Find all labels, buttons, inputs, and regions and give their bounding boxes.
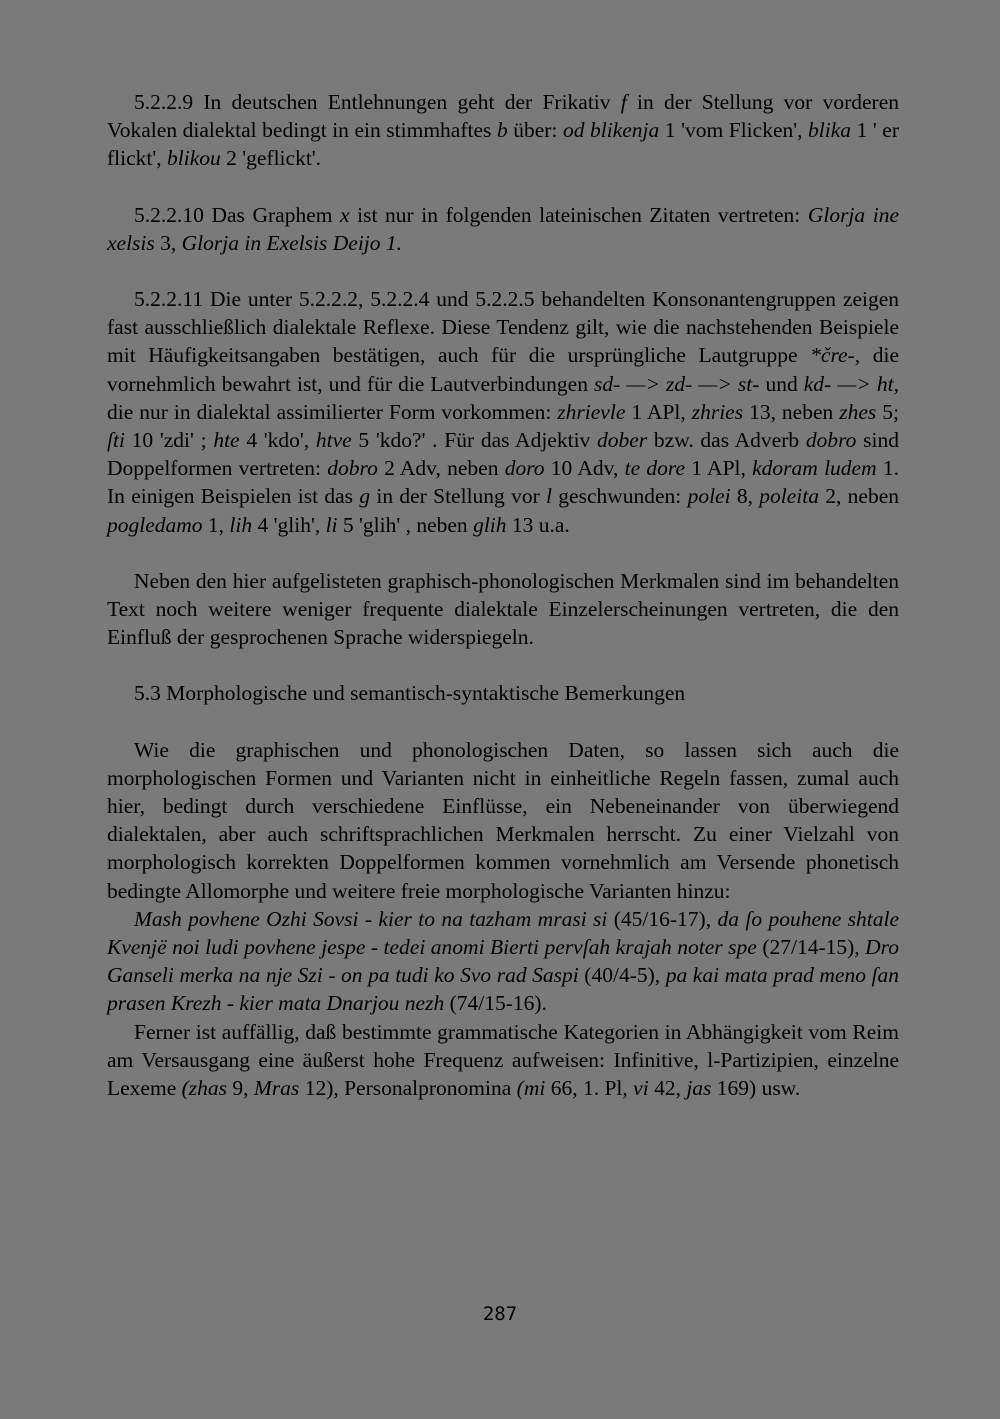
paragraph-gap	[107, 257, 899, 285]
italic-text: hte	[213, 428, 240, 453]
body-text	[107, 88, 899, 1102]
italic-text: Mras	[253, 1076, 300, 1101]
text-run: 4 'kdo',	[239, 428, 316, 453]
italic-text: poleita	[759, 484, 819, 509]
italic-text: g	[359, 484, 371, 509]
text-run: 9,	[227, 1076, 254, 1101]
text-run: 42,	[648, 1076, 687, 1101]
italic-text: ſti	[107, 428, 125, 453]
text-run: 1 ' er flickt',	[107, 118, 899, 171]
text-run: 5;	[876, 399, 900, 424]
paragraph	[107, 679, 899, 707]
paragraph-gap	[107, 708, 899, 736]
italic-text: lih	[229, 512, 253, 537]
paragraph-gap	[107, 651, 899, 679]
italic-text: pa kai mata prad meno ſan prasen Krezh - kier mata Dnarjou nezh	[107, 963, 900, 1016]
text-run: 1 APl,	[625, 399, 692, 424]
italic-text: li	[325, 512, 338, 537]
text-run: 5.2.2.11 Die unter 5.2.2.2, 5.2.2.4 und 5.2.2.5 behandelten Konsonantengruppen zeigen fast ausschließlich dialektale Reflexe. Diese Tendenz gilt, wie die nachstehenden Beispiele mit Häufigkeitsangaben bestätigen, auch für die ursprüngliche Lautgruppe	[107, 287, 899, 368]
paragraph-gap	[107, 173, 899, 201]
text-run: (74/15-16).	[444, 991, 547, 1016]
text-run: die vornehmlich bewahrt ist, und für die Lautverbindungen	[107, 343, 899, 396]
text-run: 5 'kdo?' . Für das Adjektiv	[351, 428, 598, 453]
italic-text: vi	[633, 1076, 649, 1101]
paragraph-gap	[107, 539, 899, 567]
text-run: über:	[507, 118, 563, 143]
text-run: und	[759, 371, 804, 396]
italic-text: zhries	[691, 399, 744, 424]
text-run: 1 APl,	[685, 456, 753, 481]
italic-text: l	[546, 484, 552, 509]
italic-text: dobro	[327, 456, 378, 481]
italic-text: kd- —> ht,	[803, 371, 899, 396]
italic-text: kdoram ludem	[752, 456, 877, 481]
text-run: 13 u.a.	[506, 512, 570, 537]
italic-text: Mash povhene Ozhi Sovsi - kier to na tazham mrasi si	[134, 906, 608, 931]
text-run: 2 'geflickt'.	[220, 146, 322, 171]
italic-text: glih	[473, 512, 507, 537]
paragraph	[107, 736, 899, 905]
italic-text: jas	[686, 1076, 712, 1101]
text-run: 5 'glih' , neben	[337, 512, 474, 537]
italic-text: f	[620, 90, 627, 114]
text-run: 10 'zdi' ;	[124, 428, 214, 453]
italic-text: Glorja in Exelsis Deijo 1.	[181, 230, 403, 255]
italic-text: polei	[687, 484, 731, 509]
text-run: geschwunden:	[552, 484, 688, 509]
italic-text: dobro	[805, 428, 857, 453]
text-run: Neben den hier aufgelisteten graphisch-phonologischen Merkmalen sind im behandelten Text noch weitere weniger frequente dialektale Einzelerscheinungen vertreten, die den Einfluß der gesprochenen Sprache widerspiegeln.	[107, 568, 899, 650]
text-run: in der Stellung vor	[370, 484, 547, 509]
italic-text: b	[496, 118, 508, 143]
text-run: 66, 1. Pl,	[545, 1076, 634, 1101]
italic-text: htve	[315, 428, 352, 453]
text-run: 2 Adv, neben	[377, 456, 505, 481]
text-run: ist nur in folgenden lateinischen Zitaten vertreten:	[349, 202, 808, 227]
text-run: Wie die graphischen und phonologischen Daten, so lassen sich auch die morphologischen Formen und Varianten nicht in einheitliche Regeln fassen, zumal auch hier, bedingt durch verschiedene Einflüsse, ein Nebeneinander von überwiegend dialektalen, aber auch schriftsprachlichen Merkmalen herrscht. Zu einer Vielzahl von morphologisch korrekten Doppelformen kommen vornehmlich am Versende phonetisch bedingte Allomorphe und weitere freie morphologische Varianten hinzu:	[107, 737, 899, 903]
italic-text: Glorja ine xelsis	[107, 202, 899, 255]
text-run: 12), Personalpronomina	[299, 1076, 517, 1101]
italic-text: blika	[808, 118, 852, 143]
paragraph	[107, 88, 899, 173]
italic-text: (zhas	[181, 1076, 228, 1101]
italic-text: doro	[504, 456, 545, 481]
italic-text: pogledamo	[107, 512, 203, 537]
text-run: 13, neben	[743, 399, 840, 424]
italic-text: blikou	[167, 146, 221, 171]
paragraph	[107, 285, 899, 539]
text-run: 8,	[730, 484, 760, 509]
text-run: 5.2.2.10 Das Graphem	[134, 202, 341, 227]
italic-text: dober	[597, 428, 648, 453]
italic-text: Dro Ganseli merka na nje Szi - on pa tudi ko Svo rad Saspi	[107, 935, 899, 988]
italic-text: od blikenja	[562, 118, 660, 143]
italic-text: sd- —> zd- —> st-	[594, 371, 760, 396]
text-run: (27/14-15),	[756, 935, 866, 960]
text-run: 1. In einigen Beispielen ist das	[107, 456, 899, 509]
text-run: 5.2.2.9 In deutschen Entlehnungen geht der Frikativ	[134, 90, 621, 114]
italic-text: *čre-,	[810, 343, 861, 368]
text-run: 5.3 Morphologische und semantisch-syntaktische Bemerkungen	[134, 681, 686, 706]
text-run: 4 'glih',	[252, 512, 326, 537]
italic-text: te dore	[624, 456, 685, 481]
italic-text: zhrievle	[557, 399, 626, 424]
italic-text: zhes	[839, 399, 877, 424]
text-run: 3,	[154, 230, 182, 255]
paragraph	[107, 905, 899, 1018]
page-number: 287	[482, 1303, 518, 1325]
text-run: 1,	[202, 512, 230, 537]
italic-text: da ſo pouhene shtale Kvenjë noi ludi povhene jespe - tedei anomi Bierti pervſah krajah noter spe	[107, 906, 900, 960]
text-run: in der Stellung vor vorderen Vokalen dialektal bedingt in ein stimmhaftes	[107, 90, 899, 143]
text-run: 10 Adv,	[544, 456, 625, 481]
text-run: bzw. das Adverb	[647, 428, 806, 453]
text-run: Ferner ist auffällig, daß bestimmte grammatische Kategorien in Abhängigkeit vom Reim am Versausgang eine äußerst hohe Frequenz aufweisen: Infinitive, l-Partizipien, einzelne Lexeme	[107, 1019, 899, 1101]
text-run: 1 'vom Flicken',	[659, 118, 809, 143]
text-run: 2, neben	[818, 484, 900, 509]
paragraph	[107, 567, 899, 652]
text-run: die nur in dialektal assimilierter Form vorkommen:	[107, 399, 558, 424]
italic-text: x	[340, 202, 350, 227]
paragraph	[107, 1018, 899, 1103]
text-run: sind Doppelformen vertreten:	[107, 428, 899, 481]
paragraph	[107, 201, 899, 257]
text-run: (40/4-5),	[578, 963, 666, 988]
text-run: (45/16-17),	[607, 906, 718, 931]
text-run: 169) usw.	[711, 1076, 801, 1101]
italic-text: (mi	[516, 1076, 546, 1101]
